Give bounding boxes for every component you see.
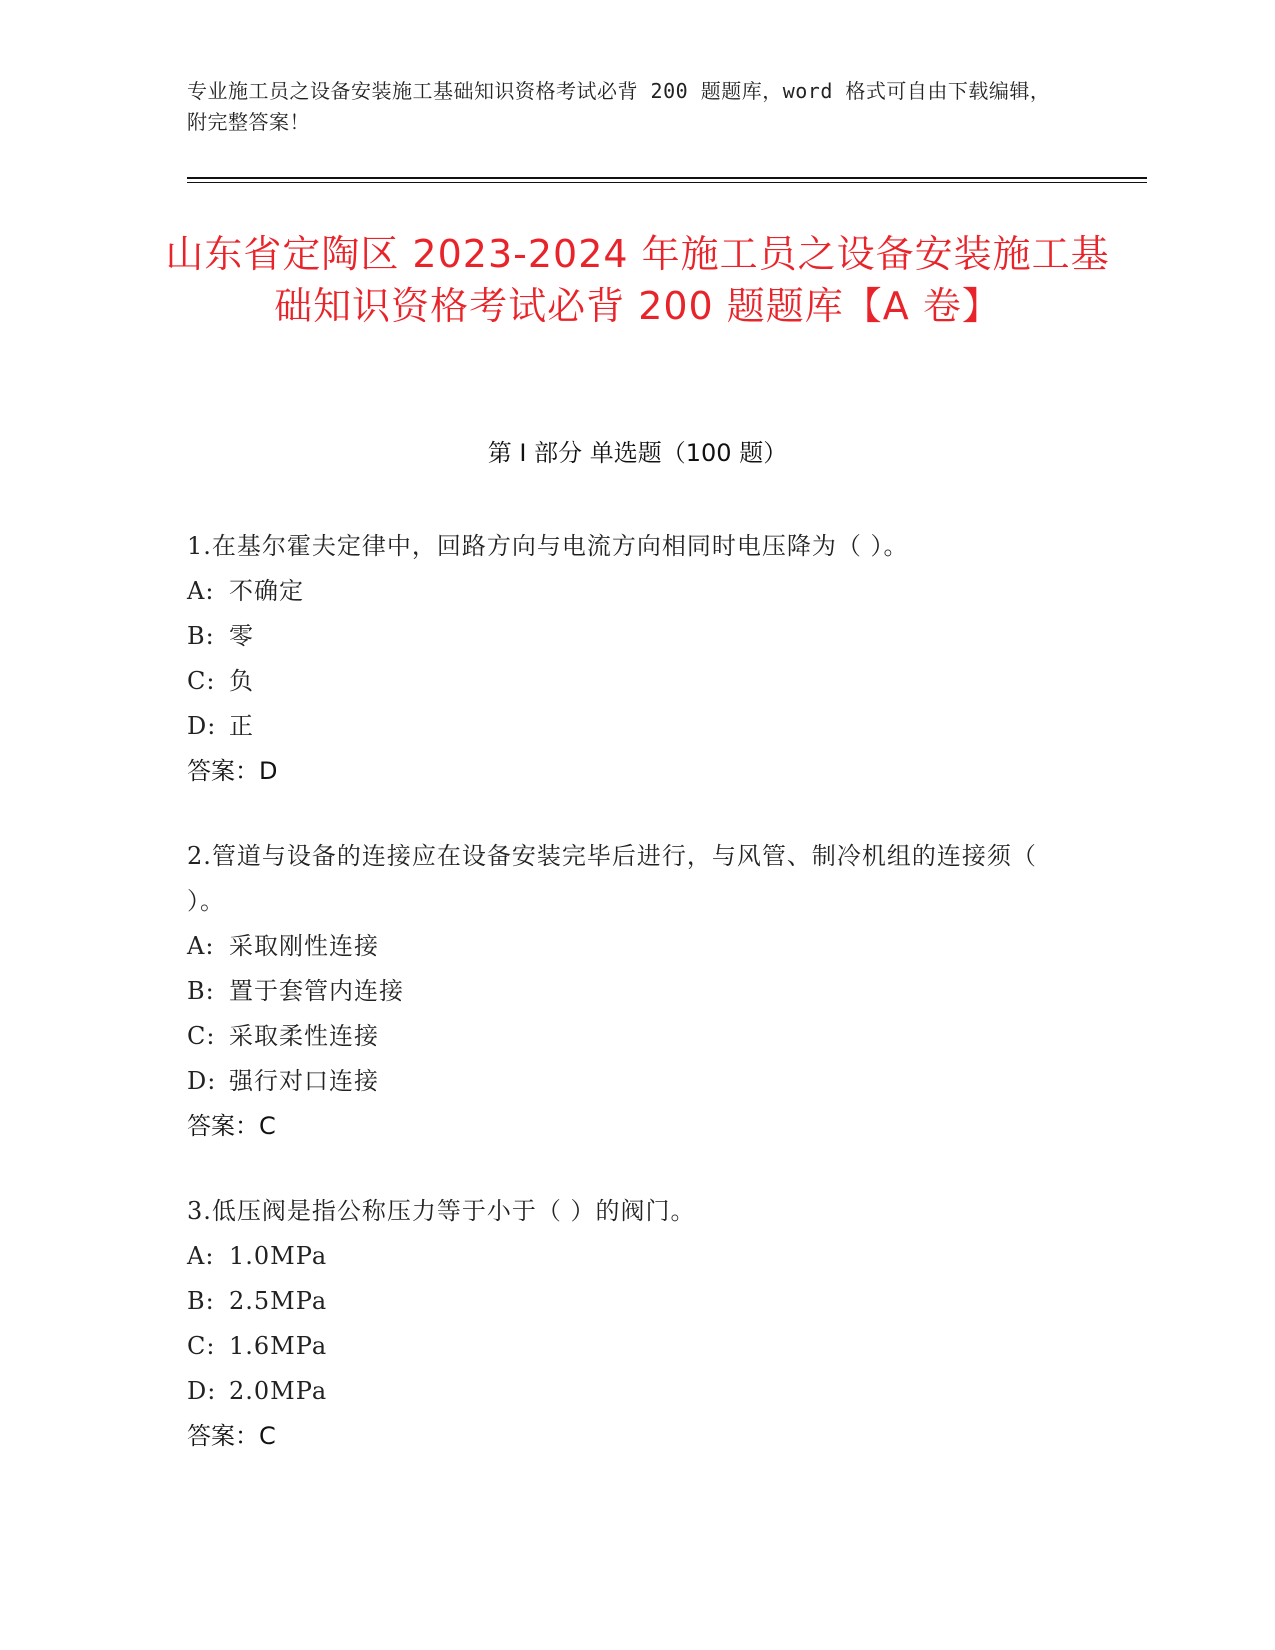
header-divider-thick xyxy=(187,177,1147,179)
header-note: 专业施工员之设备安装施工基础知识资格考试必背 200 题题库，word 格式可自由下载编辑，附完整答案！ xyxy=(187,79,1051,134)
option-key: B: xyxy=(187,1287,215,1315)
option-a xyxy=(187,924,1067,969)
question-1 xyxy=(187,524,1067,794)
option-c xyxy=(187,659,1067,704)
question-3 xyxy=(187,1189,1067,1459)
option-a xyxy=(187,569,1067,614)
header-divider-thin xyxy=(187,182,1147,183)
option-b xyxy=(187,1279,1067,1324)
question-stem: 3.低压阀是指公称压力等于小于（ ）的阀门。 xyxy=(187,1197,696,1225)
option-text: 零 xyxy=(229,622,254,650)
question-stem: 2.管道与设备的连接应在设备安装完毕后进行，与风管、制冷机组的连接须（ ）。 xyxy=(187,842,1037,915)
answer-line: 答案：D xyxy=(187,757,278,785)
option-text: 正 xyxy=(229,712,254,740)
option-b xyxy=(187,969,1067,1014)
option-key: B: xyxy=(187,622,215,650)
option-text: 不确定 xyxy=(229,577,304,605)
option-text: 采取柔性连接 xyxy=(229,1022,379,1050)
option-text: 2.0MPa xyxy=(229,1377,328,1405)
document-title: 山东省定陶区 2023-2024 年施工员之设备安装施工基础知识资格考试必背 200 题题库【A 卷】 xyxy=(165,232,1110,328)
option-key: A: xyxy=(187,577,215,605)
option-text: 置于套管内连接 xyxy=(229,977,404,1005)
option-key: D: xyxy=(187,712,217,740)
option-key: C: xyxy=(187,1022,216,1050)
option-text: 采取刚性连接 xyxy=(229,932,379,960)
option-key: A: xyxy=(187,932,215,960)
option-text: 2.5MPa xyxy=(229,1287,328,1315)
option-c xyxy=(187,1324,1067,1369)
option-text: 负 xyxy=(229,667,254,695)
option-b xyxy=(187,614,1067,659)
option-key: D: xyxy=(187,1377,217,1405)
answer-line: 答案：C xyxy=(187,1422,276,1450)
option-text: 1.0MPa xyxy=(229,1242,328,1270)
option-d xyxy=(187,1059,1067,1104)
question-list xyxy=(187,524,1067,1499)
answer-line: 答案：C xyxy=(187,1112,276,1140)
option-key: D: xyxy=(187,1067,217,1095)
option-key: A: xyxy=(187,1242,215,1270)
option-a xyxy=(187,1234,1067,1279)
question-2 xyxy=(187,834,1067,1149)
option-c xyxy=(187,1014,1067,1059)
option-text: 1.6MPa xyxy=(229,1332,328,1360)
option-text: 强行对口连接 xyxy=(229,1067,379,1095)
option-d xyxy=(187,1369,1067,1414)
question-stem: 1.在基尔霍夫定律中，回路方向与电流方向相同时电压降为（ ）。 xyxy=(187,532,909,560)
option-d xyxy=(187,704,1067,749)
section-title: 第 I 部分 单选题（100 题） xyxy=(487,439,788,467)
option-key: B: xyxy=(187,977,215,1005)
option-key: C: xyxy=(187,1332,216,1360)
option-key: C: xyxy=(187,667,216,695)
